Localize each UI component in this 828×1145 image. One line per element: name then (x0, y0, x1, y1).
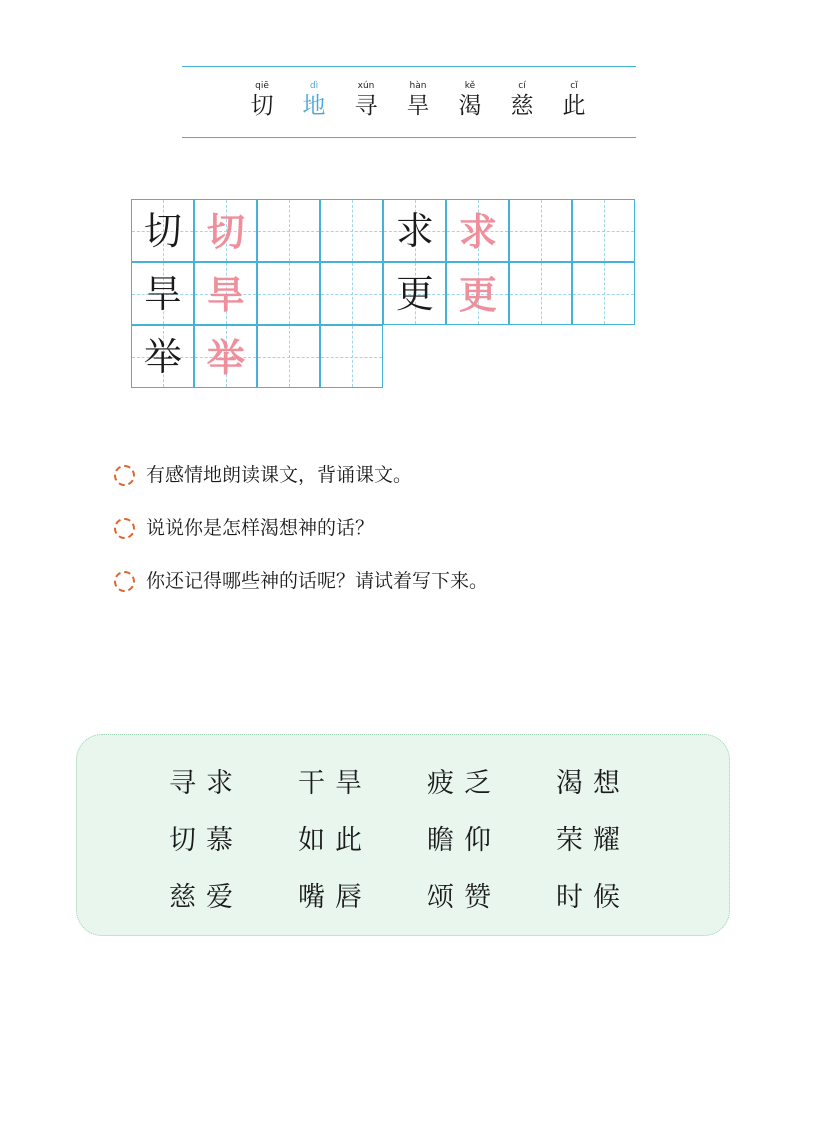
grid-cell-blank[interactable] (320, 199, 383, 262)
task-item (114, 568, 714, 595)
grid-cell-blank[interactable] (509, 262, 572, 325)
character-pinyin-2 (288, 80, 340, 120)
vocab-word: 时候 (556, 882, 630, 913)
vocab-word: 瞻仰 (427, 825, 501, 856)
grid-cell-blank[interactable] (257, 262, 320, 325)
grid-cell (131, 325, 194, 388)
character-pinyin-5 (444, 80, 496, 120)
trace-character: 切 (206, 209, 245, 255)
model-character: 旱 (143, 272, 182, 317)
grid-cell-blank[interactable] (572, 199, 635, 262)
trace-character: 求 (458, 209, 497, 255)
hanzi: 渴 (458, 93, 482, 119)
model-character: 求 (395, 209, 434, 254)
header-top-rule (182, 66, 636, 67)
grid-cell-blank[interactable] (257, 199, 320, 262)
grid-cell-blank[interactable] (320, 325, 383, 388)
dashed-circle-icon[interactable] (114, 518, 135, 539)
dashed-circle-icon[interactable] (114, 571, 135, 592)
grid-cell (131, 199, 194, 262)
pinyin-character-row (232, 80, 602, 124)
vocab-word: 干旱 (298, 768, 372, 799)
character-pinyin-3 (340, 80, 392, 120)
hanzi: 寻 (354, 93, 378, 119)
task-list (114, 462, 714, 621)
vocab-word: 渴想 (556, 768, 630, 799)
task-text: 有感情地朗读课文，背诵课文。 (146, 464, 413, 486)
pinyin: qiē (255, 81, 269, 91)
model-character: 切 (143, 209, 182, 254)
pinyin: kě (464, 81, 476, 91)
dashed-circle-icon[interactable] (114, 465, 135, 486)
grid-cell (194, 199, 257, 262)
grid-cell (446, 199, 509, 262)
pinyin: hàn (409, 81, 427, 91)
vocab-word: 寻求 (169, 768, 243, 799)
vocab-word: 切慕 (169, 825, 243, 856)
vocab-word: 慈爱 (169, 882, 243, 913)
hanzi: 慈 (510, 93, 534, 119)
character-pinyin-6 (496, 80, 548, 120)
writing-practice-grid (132, 200, 636, 390)
pinyin: cǐ (570, 81, 578, 91)
vocab-word: 荣耀 (556, 825, 630, 856)
trace-character: 举 (206, 335, 245, 381)
vocab-word: 如此 (298, 825, 372, 856)
grid-cell (131, 262, 194, 325)
task-item (114, 515, 714, 542)
trace-character: 旱 (206, 272, 245, 318)
task-text: 说说你是怎样渴想神的话？ (146, 517, 375, 539)
hanzi: 旱 (406, 93, 430, 119)
character-pinyin-7 (548, 80, 600, 120)
hanzi: 此 (562, 93, 586, 119)
grid-cell (194, 325, 257, 388)
character-pinyin-4 (392, 80, 444, 120)
pinyin: dì (309, 81, 319, 91)
hanzi: 切 (250, 93, 274, 119)
header-bottom-rule (182, 137, 636, 138)
grid-cell-blank[interactable] (320, 262, 383, 325)
grid-cell (383, 262, 446, 325)
model-character: 更 (395, 272, 434, 317)
pinyin: xún (357, 81, 375, 91)
vocabulary-box (76, 734, 730, 936)
pinyin: cí (518, 81, 526, 91)
grid-cell (194, 262, 257, 325)
vocab-word: 颂赞 (427, 882, 501, 913)
grid-cell (383, 199, 446, 262)
grid-cell (446, 262, 509, 325)
grid-cell-blank[interactable] (257, 325, 320, 388)
vocab-word: 疲乏 (427, 768, 501, 799)
trace-character: 更 (458, 272, 497, 318)
task-item (114, 462, 714, 489)
character-pinyin-1 (236, 80, 288, 120)
vocab-word: 嘴唇 (298, 882, 372, 913)
hanzi: 地 (302, 93, 326, 119)
model-character: 举 (143, 335, 182, 380)
grid-cell-blank[interactable] (509, 199, 572, 262)
task-text: 你还记得哪些神的话呢？请试着写下来。 (146, 570, 489, 592)
grid-cell-blank[interactable] (572, 262, 635, 325)
